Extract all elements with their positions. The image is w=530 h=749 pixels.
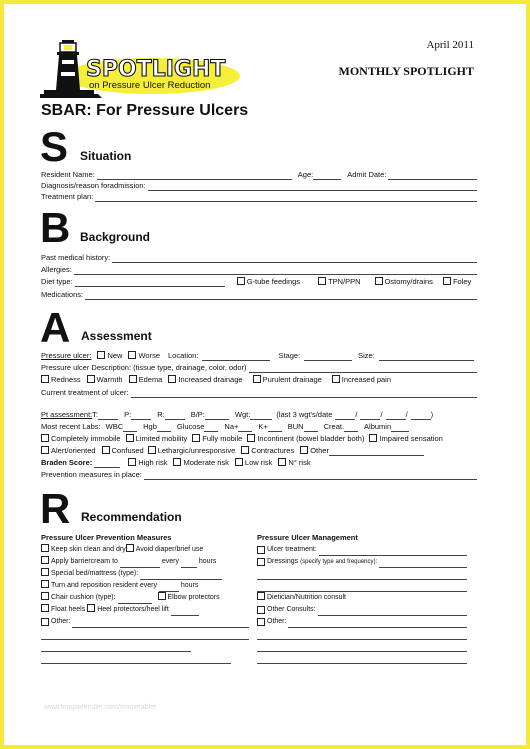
pulse-label: P:: [124, 410, 132, 419]
medications-field[interactable]: [85, 292, 477, 300]
checkbox[interactable]: [128, 458, 136, 466]
checkbox[interactable]: [257, 546, 265, 554]
limited-mobility-option[interactable]: Limited mobility: [126, 434, 188, 444]
checkbox[interactable]: [173, 458, 181, 466]
issue-date: April 2011: [426, 39, 474, 51]
right-blank-line[interactable]: [257, 628, 467, 640]
location-label: Location:: [168, 351, 199, 360]
checkbox[interactable]: [41, 568, 49, 576]
checkbox[interactable]: [129, 375, 137, 383]
confused-option[interactable]: Confused: [102, 446, 144, 456]
worse-option[interactable]: Worse: [128, 351, 160, 361]
age-field[interactable]: [313, 172, 341, 180]
other-consults-item[interactable]: Other Consults:: [257, 604, 467, 616]
moderate-risk-option[interactable]: Moderate risk: [173, 458, 228, 468]
checkbox[interactable]: [126, 434, 134, 442]
weight-label: Wgt:: [234, 410, 251, 419]
checkbox[interactable]: [332, 375, 340, 383]
right-other-field[interactable]: [288, 620, 467, 628]
wbc-label: WBC: [105, 422, 124, 431]
sodium-field[interactable]: [238, 424, 252, 432]
checkbox[interactable]: [443, 277, 451, 285]
labs-row: [41, 422, 477, 432]
left-blank-line[interactable]: [41, 628, 249, 640]
checkbox[interactable]: [41, 446, 49, 454]
checkbox[interactable]: [237, 277, 245, 285]
hgb-label: Hgb: [143, 422, 157, 431]
assessment-letter: A: [40, 304, 71, 351]
diet-label: Diet type:: [41, 277, 73, 286]
checkbox[interactable]: [102, 446, 110, 454]
left-blank-line[interactable]: [41, 652, 231, 664]
treatment-label: Treatment plan:: [41, 192, 94, 201]
redness-option[interactable]: Redness: [41, 375, 81, 385]
checkbox[interactable]: [41, 592, 49, 600]
resident-name-field[interactable]: [97, 172, 292, 180]
tpn-option[interactable]: TPN/PPN: [318, 277, 361, 287]
medications-row: [41, 290, 477, 300]
barrier-area-field[interactable]: [120, 560, 160, 568]
prevention-measures-title: Pressure Ulcer Prevention Measures: [41, 533, 172, 542]
creat-field[interactable]: [344, 424, 358, 432]
right-blank-line[interactable]: [257, 640, 467, 652]
potassium-label: K+: [258, 422, 268, 431]
checkbox[interactable]: [148, 446, 156, 454]
stage-field[interactable]: [304, 353, 352, 361]
turn-reposition-item[interactable]: Turn and reposition resident every hours: [41, 580, 249, 592]
allergies-row: [41, 265, 477, 275]
elbow-protectors-option[interactable]: Elbow protectors: [158, 594, 220, 601]
heel-protectors-option[interactable]: Heel protectors/heel lift: [87, 606, 169, 613]
bun-field[interactable]: [304, 424, 318, 432]
recommendation-heading: Recommendation: [81, 510, 182, 524]
turn-hours-field[interactable]: [159, 584, 179, 592]
current-treatment-row: [41, 388, 477, 398]
no-risk-option[interactable]: N° risk: [278, 458, 310, 468]
checkbox[interactable]: [158, 592, 166, 600]
albumin-label: Albumin: [364, 422, 392, 431]
mental-row: [41, 446, 477, 456]
left-other-field[interactable]: [72, 620, 249, 628]
checkbox[interactable]: [41, 604, 49, 612]
chair-elbow-item: [41, 592, 249, 604]
increased-pain-option[interactable]: Increased pain: [332, 375, 391, 385]
allergies-field[interactable]: [74, 267, 477, 275]
weight-1-field[interactable]: [335, 412, 355, 420]
vitals-row: Pt assessment: T: P: R: B/P: Wgt: (last 3 wgt's/date / / / ): [41, 410, 434, 419]
pulse-field[interactable]: [131, 412, 151, 420]
description-options-row: [41, 375, 477, 385]
low-risk-option[interactable]: Low risk: [235, 458, 273, 468]
glucose-field[interactable]: [204, 424, 218, 432]
glucose-label: Glucose: [176, 422, 205, 431]
lethargic-option[interactable]: Lethargic/unresponsive: [148, 446, 236, 456]
left-blank-line[interactable]: [41, 640, 191, 652]
alert-option[interactable]: Alert/oriented: [41, 446, 96, 456]
gtube-option[interactable]: G-tube feedings: [237, 277, 300, 287]
admit-date-field[interactable]: [388, 172, 477, 180]
heel-field[interactable]: [171, 608, 199, 616]
history-field[interactable]: [112, 255, 477, 263]
assessment-heading: Assessment: [81, 329, 152, 343]
checkbox[interactable]: [87, 375, 95, 383]
ostomy-option[interactable]: Ostomy/drains: [375, 277, 433, 287]
special-bed-item[interactable]: Special bed/mattress (type):: [41, 568, 249, 580]
resident-label: Resident Name:: [41, 170, 95, 179]
weight-2-field[interactable]: [360, 412, 380, 420]
checkbox[interactable]: [41, 375, 49, 383]
history-label: Past medical history:: [41, 253, 111, 262]
temp-field[interactable]: [98, 412, 118, 420]
checkbox[interactable]: [41, 618, 49, 626]
dressings-field[interactable]: [379, 560, 467, 568]
purulent-drainage-option[interactable]: Purulent drainage: [253, 375, 322, 385]
weight-3-field[interactable]: [386, 412, 406, 420]
bp-label: B/P:: [190, 410, 205, 419]
bp-field[interactable]: [205, 412, 229, 420]
description-field[interactable]: [249, 365, 477, 373]
checkbox[interactable]: [369, 434, 377, 442]
checkbox[interactable]: [278, 458, 286, 466]
stage-label: Stage:: [278, 351, 301, 360]
allergies-label: Allergies:: [41, 265, 72, 274]
checkbox[interactable]: [253, 375, 261, 383]
mobility-row: [41, 434, 477, 444]
pressure-ulcer-row: [41, 351, 477, 361]
weight-4-field[interactable]: [411, 412, 431, 420]
other-mental-field[interactable]: [329, 448, 424, 456]
hgb-field[interactable]: [157, 424, 171, 432]
age-label: Age:: [297, 170, 314, 179]
prevention-field[interactable]: [144, 472, 477, 480]
lighthouse-logo: [40, 38, 250, 98]
pt-assessment-label: Pt assessment:: [41, 410, 93, 419]
location-field[interactable]: [202, 353, 270, 361]
potassium-field[interactable]: [268, 424, 282, 432]
heels-item: [41, 604, 249, 616]
checkbox[interactable]: [247, 434, 255, 442]
prevention-label: Prevention measures in place:: [41, 470, 142, 479]
braden-row: [41, 458, 477, 468]
checkbox[interactable]: [128, 351, 136, 359]
checkbox[interactable]: [257, 558, 265, 566]
bun-label: BUN: [287, 422, 304, 431]
prevention-row: [41, 470, 477, 480]
situation-heading: Situation: [80, 149, 132, 163]
barrier-hours-field[interactable]: [181, 560, 197, 568]
dressings-item[interactable]: Dressings (specify type and frequency):: [257, 556, 467, 568]
contractures-option[interactable]: Contractures: [241, 446, 294, 456]
left-other-item[interactable]: Other:: [41, 616, 249, 628]
checkbox[interactable]: [257, 606, 265, 614]
watermark-text: www.templateroller.com/vmmetablet: [44, 704, 157, 711]
checkbox[interactable]: [375, 277, 383, 285]
recommendation-letter: R: [40, 485, 71, 532]
avoid-diaper-option[interactable]: Avoid diaper/brief use: [126, 546, 204, 553]
diagnosis-row: [41, 181, 477, 191]
other-consults-field[interactable]: [318, 608, 467, 616]
form-title: SBAR: For Pressure Ulcers: [41, 102, 249, 119]
checkbox[interactable]: [257, 618, 265, 626]
labs-label: Most recent Labs:: [41, 422, 101, 431]
checkbox[interactable]: [41, 544, 49, 552]
checkbox[interactable]: [87, 604, 95, 612]
resp-label: R:: [157, 410, 165, 419]
checkbox[interactable]: [41, 580, 49, 588]
prevention-measures-column: [41, 532, 249, 664]
sodium-label: Na+: [224, 422, 239, 431]
treatment-row: [41, 192, 477, 202]
diet-row: [41, 277, 477, 287]
high-risk-option[interactable]: High risk: [128, 458, 167, 468]
background-heading: Background: [80, 230, 151, 244]
checkbox[interactable]: [318, 277, 326, 285]
diagnosis-label: Diagnosis/reason foradmission:: [41, 181, 146, 190]
diet-field[interactable]: [75, 279, 225, 287]
ulcer-treatment-item[interactable]: Ulcer treatment:: [257, 544, 467, 556]
resident-row: [41, 170, 477, 180]
checkbox[interactable]: [168, 375, 176, 383]
creat-label: Creat.: [323, 422, 345, 431]
ulcer-treatment-field[interactable]: [319, 548, 467, 556]
keep-skin-option[interactable]: Keep skin clean and dry: [41, 546, 126, 553]
bed-type-field[interactable]: [140, 572, 222, 580]
checkbox[interactable]: [41, 434, 49, 442]
incontinent-option[interactable]: Incontinent (bowel bladder both): [247, 434, 364, 444]
diagnosis-field[interactable]: [148, 183, 477, 191]
history-row: [41, 253, 477, 263]
checkbox[interactable]: [97, 351, 105, 359]
edema-option[interactable]: Edema: [129, 375, 163, 385]
right-other-item[interactable]: Other:: [257, 616, 467, 628]
situation-letter: S: [40, 123, 69, 170]
float-heels-option[interactable]: Float heels: [41, 606, 85, 613]
ulcer-management-column: [257, 532, 467, 664]
size-field[interactable]: [379, 353, 474, 361]
albumin-field[interactable]: [391, 424, 409, 432]
braden-label: Braden Score:: [41, 458, 93, 467]
checkbox[interactable]: [41, 556, 49, 564]
size-label: Size:: [358, 351, 375, 360]
warmth-option[interactable]: Warmth: [87, 375, 123, 385]
checkbox[interactable]: [300, 446, 308, 454]
publication-name: MONTHLY SPOTLIGHT: [338, 64, 474, 78]
logo-tagline: on Pressure Ulcer Reduction: [89, 80, 211, 91]
checkbox[interactable]: [235, 458, 243, 466]
new-option[interactable]: New: [97, 351, 122, 361]
increased-drainage-option[interactable]: Increased drainage: [168, 375, 242, 385]
weight-field[interactable]: [250, 412, 272, 420]
treatment-field[interactable]: [95, 194, 477, 202]
resp-field[interactable]: [165, 412, 185, 420]
medications-label: Medications:: [41, 290, 84, 299]
right-blank-line[interactable]: [257, 580, 467, 592]
logo-wordmark: SPOTLIGHT: [86, 57, 226, 82]
temp-label: T:: [92, 410, 99, 419]
checkbox[interactable]: [126, 544, 134, 552]
skin-diaper-item: [41, 544, 249, 556]
checkbox[interactable]: [241, 446, 249, 454]
description-label: Pressure ulcer Description: (tissue type, drainage, color, odor): [41, 363, 247, 372]
right-blank-line[interactable]: [257, 652, 467, 664]
braden-score-field[interactable]: [94, 460, 120, 468]
checkbox[interactable]: [192, 434, 200, 442]
right-blank-line[interactable]: [257, 568, 467, 580]
current-treatment-field[interactable]: [131, 390, 477, 398]
foley-option[interactable]: Foley: [443, 277, 471, 287]
immobile-option[interactable]: Completely immobile: [41, 434, 121, 444]
impaired-sensation-option[interactable]: Impaired sensation: [369, 434, 442, 444]
other-mental-option[interactable]: Other: [300, 446, 329, 456]
description-row: [41, 363, 477, 373]
last-weights-label: (last 3 wgt's/date: [276, 410, 333, 419]
background-letter: B: [40, 204, 71, 251]
checkbox[interactable]: [257, 592, 265, 600]
wbc-field[interactable]: [123, 424, 137, 432]
chair-cushion-option[interactable]: Chair cushion (type):: [41, 594, 116, 601]
admit-label: Admit Date:: [347, 170, 387, 179]
chair-type-field[interactable]: [118, 596, 152, 604]
current-treatment-label: Current treatment of ulcer:: [41, 388, 129, 397]
dietician-item[interactable]: Dietician/Nutrition consult: [257, 592, 467, 604]
barrier-cream-item[interactable]: Apply barriercream to every hours: [41, 556, 249, 568]
pressure-ulcer-label: Pressure ulcer:: [41, 351, 92, 360]
ulcer-management-title: Pressure Ulcer Management: [257, 533, 358, 542]
fully-mobile-option[interactable]: Fully mobile: [192, 434, 242, 444]
